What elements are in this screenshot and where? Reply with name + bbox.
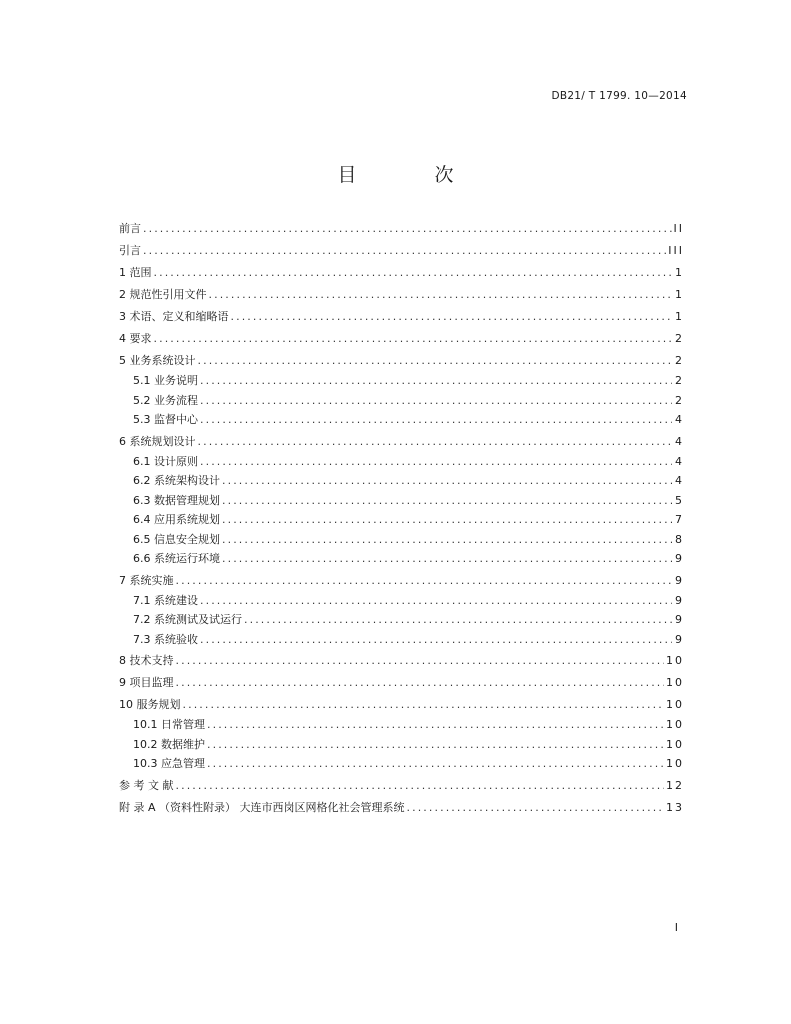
toc-leader-dots bbox=[209, 285, 673, 305]
toc-leader-dots bbox=[244, 610, 672, 630]
toc-leader-dots bbox=[222, 491, 672, 511]
toc-entry[interactable] bbox=[119, 471, 684, 491]
toc-entry[interactable] bbox=[119, 530, 684, 550]
toc-entry-label: 10.3 应急管理 bbox=[133, 757, 205, 770]
toc-entry-page: 9 bbox=[675, 632, 684, 646]
toc-entry-label: 5.3 监督中心 bbox=[133, 413, 198, 426]
toc-entry-label: 6.1 设计原则 bbox=[133, 454, 198, 468]
toc-entry-label: 9 项目监理 bbox=[119, 676, 174, 689]
toc-entry-page: 12 bbox=[666, 778, 684, 792]
toc-entry-page: 2 bbox=[675, 332, 684, 345]
toc-entry[interactable] bbox=[119, 241, 684, 261]
toc-entry-label: 附 录 A （资料性附录） 大连市西岗区网格化社会管理系统 bbox=[119, 800, 405, 814]
toc-leader-dots bbox=[176, 571, 673, 591]
toc-entry-page: 10 bbox=[666, 654, 684, 667]
document-code: DB21/ T 1799. 10—2014 bbox=[551, 90, 687, 102]
toc-entry[interactable] bbox=[119, 673, 684, 693]
toc-entry-page: 2 bbox=[675, 393, 684, 407]
toc-entry[interactable] bbox=[119, 549, 684, 569]
toc-leader-dots bbox=[222, 471, 672, 491]
toc-entry-label: 前言 bbox=[119, 222, 141, 235]
toc-entry-label: 3 术语、定义和缩略语 bbox=[119, 310, 229, 323]
toc-entry-page: 4 bbox=[675, 474, 684, 487]
toc-leader-dots bbox=[407, 798, 664, 818]
toc-leader-dots bbox=[222, 510, 672, 530]
toc-entry-label: 5.1 业务说明 bbox=[133, 374, 198, 387]
toc-leader-dots bbox=[183, 695, 665, 715]
toc-entry[interactable] bbox=[119, 285, 684, 305]
toc-entry-label: 6.3 数据管理规划 bbox=[133, 493, 220, 507]
toc-entry-page: 2 bbox=[675, 374, 684, 387]
toc-leader-dots bbox=[176, 651, 665, 671]
toc-entry-label: 1 范围 bbox=[119, 266, 152, 279]
toc-entry-page: 13 bbox=[666, 800, 684, 814]
toc-leader-dots bbox=[143, 219, 672, 239]
toc-entry-label: 引言 bbox=[119, 244, 141, 257]
toc-entry[interactable] bbox=[119, 452, 684, 472]
toc-entry-label: 10.2 数据维护 bbox=[133, 737, 205, 751]
toc-entry[interactable] bbox=[119, 307, 684, 327]
toc-entry-label: 8 技术支持 bbox=[119, 654, 174, 667]
toc-entry[interactable] bbox=[119, 754, 684, 774]
toc-entry[interactable] bbox=[119, 571, 684, 591]
toc-leader-dots bbox=[222, 530, 672, 550]
toc-leader-dots bbox=[207, 735, 664, 755]
toc-entry[interactable] bbox=[119, 510, 684, 530]
toc-entry-label: 2 规范性引用文件 bbox=[119, 288, 207, 301]
toc-entry-page: 5 bbox=[675, 493, 684, 507]
toc-leader-dots bbox=[207, 754, 664, 774]
toc-entry[interactable] bbox=[119, 263, 684, 283]
toc-leader-dots bbox=[207, 715, 664, 735]
toc-leader-dots bbox=[222, 549, 672, 569]
toc-entry[interactable] bbox=[119, 391, 684, 411]
toc-entry-page: 10 bbox=[666, 676, 684, 689]
toc-leader-dots bbox=[231, 307, 673, 327]
toc-entry-page: 10 bbox=[666, 757, 684, 770]
page-title: 目 次 bbox=[337, 164, 490, 186]
toc-entry-label: 参 考 文 献 bbox=[119, 778, 174, 792]
toc-entry-label: 6.4 应用系统规划 bbox=[133, 513, 220, 526]
toc-entry-label: 6.2 系统架构设计 bbox=[133, 474, 220, 487]
toc-leader-dots bbox=[198, 432, 673, 452]
toc-entry[interactable] bbox=[119, 371, 684, 391]
toc-entry-page: III bbox=[668, 244, 684, 257]
toc-entry-page: 1 bbox=[675, 310, 684, 323]
toc-entry[interactable] bbox=[119, 591, 684, 611]
toc-leader-dots bbox=[200, 630, 672, 650]
toc-entry[interactable] bbox=[119, 735, 684, 755]
toc-leader-dots bbox=[198, 351, 673, 371]
toc-entry-label: 7 系统实施 bbox=[119, 573, 174, 587]
toc-entry-label: 10.1 日常管理 bbox=[133, 718, 205, 731]
table-of-contents bbox=[119, 219, 684, 818]
toc-leader-dots bbox=[143, 241, 666, 261]
toc-entry-page: 4 bbox=[675, 413, 684, 426]
toc-entry-page: 8 bbox=[675, 532, 684, 546]
toc-entry-page: 2 bbox=[675, 354, 684, 367]
toc-leader-dots bbox=[200, 452, 672, 472]
toc-entry[interactable] bbox=[119, 351, 684, 371]
toc-entry[interactable] bbox=[119, 219, 684, 239]
toc-entry[interactable] bbox=[119, 432, 684, 452]
toc-entry-page: 9 bbox=[675, 573, 684, 587]
toc-entry[interactable] bbox=[119, 610, 684, 630]
toc-entry-page: 10 bbox=[666, 718, 684, 731]
toc-entry-page: 1 bbox=[675, 288, 684, 301]
toc-entry-page: 4 bbox=[675, 434, 684, 448]
toc-entry-label: 5 业务系统设计 bbox=[119, 354, 196, 367]
toc-entry-page: 9 bbox=[675, 613, 684, 626]
toc-entry[interactable] bbox=[119, 798, 684, 818]
toc-entry-page: 9 bbox=[675, 552, 684, 565]
toc-leader-dots bbox=[200, 410, 672, 430]
toc-entry-page: II bbox=[673, 222, 684, 235]
toc-leader-dots bbox=[176, 673, 665, 693]
toc-leader-dots bbox=[200, 371, 672, 391]
toc-entry-page: 10 bbox=[666, 737, 684, 751]
toc-leader-dots bbox=[154, 263, 673, 283]
toc-entry-label: 10 服务规划 bbox=[119, 698, 181, 711]
toc-entry-label: 4 要求 bbox=[119, 332, 152, 345]
toc-entry-page: 10 bbox=[666, 698, 684, 711]
toc-entry-label: 6.5 信息安全规划 bbox=[133, 532, 220, 546]
toc-entry-label: 7.3 系统验收 bbox=[133, 632, 198, 646]
toc-entry-page: 9 bbox=[675, 593, 684, 607]
toc-entry-label: 7.1 系统建设 bbox=[133, 593, 198, 607]
toc-entry-label: 7.2 系统测试及试运行 bbox=[133, 613, 242, 626]
toc-leader-dots bbox=[200, 591, 672, 611]
toc-leader-dots bbox=[154, 329, 673, 349]
page-number: I bbox=[674, 921, 678, 934]
toc-entry-label: 6.6 系统运行环境 bbox=[133, 552, 220, 565]
toc-entry[interactable] bbox=[119, 776, 684, 796]
toc-entry-page: 1 bbox=[675, 266, 684, 279]
toc-leader-dots bbox=[176, 776, 665, 796]
toc-entry-page: 4 bbox=[675, 454, 684, 468]
toc-entry[interactable] bbox=[119, 630, 684, 650]
toc-entry[interactable] bbox=[119, 695, 684, 715]
toc-leader-dots bbox=[200, 391, 672, 411]
toc-entry[interactable] bbox=[119, 329, 684, 349]
toc-entry-page: 7 bbox=[675, 513, 684, 526]
toc-entry-label: 5.2 业务流程 bbox=[133, 393, 198, 407]
toc-entry[interactable] bbox=[119, 715, 684, 735]
toc-entry[interactable] bbox=[119, 491, 684, 511]
toc-entry-label: 6 系统规划设计 bbox=[119, 434, 196, 448]
toc-entry[interactable] bbox=[119, 651, 684, 671]
toc-entry[interactable] bbox=[119, 410, 684, 430]
